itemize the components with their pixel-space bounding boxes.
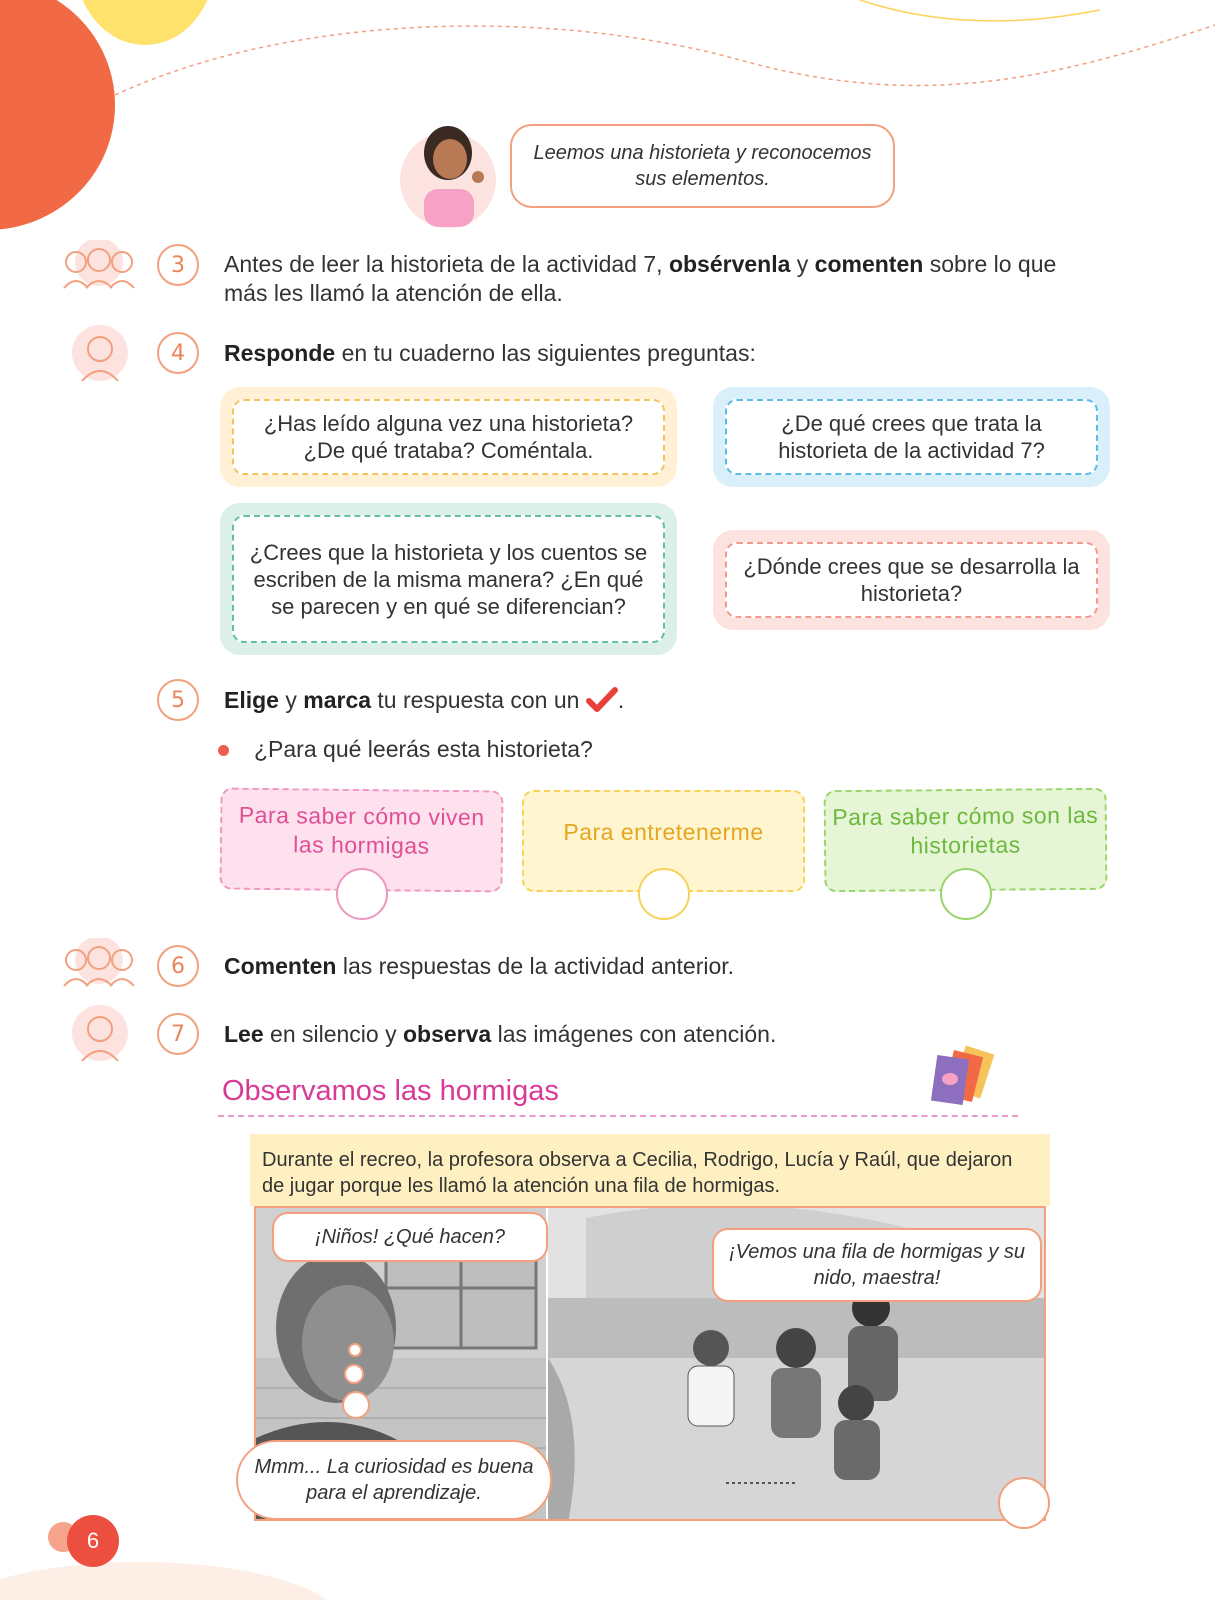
intro-speech-bubble	[510, 124, 895, 208]
thought-dot	[348, 1343, 362, 1357]
title-divider	[218, 1115, 1018, 1117]
teacher-speech-bubble	[272, 1212, 548, 1262]
decor-bottom-blob	[0, 1562, 340, 1600]
purpose-question: ¿Para qué leerás esta historieta?	[254, 736, 593, 762]
activity-6-number: 6	[157, 945, 199, 987]
individual-work-icon	[70, 1005, 130, 1065]
individual-work-icon	[70, 325, 130, 385]
option-entretenerme-checkbox[interactable]	[638, 868, 690, 920]
girl-illustration	[398, 115, 503, 230]
activity-4-number: 4	[157, 332, 199, 374]
activity-4-instruction: Responde en tu cuaderno las siguientes preguntas:	[224, 340, 756, 366]
comic-check-circle[interactable]	[998, 1477, 1050, 1529]
question-4-text: ¿Dónde crees que se desarrolla la historieta?	[725, 542, 1098, 618]
thought-dot	[344, 1364, 364, 1384]
decor-dashed-wave	[0, 0, 1215, 110]
option-hormigas-label: Para saber cómo viven las hormigas	[238, 801, 485, 859]
teacher-thought-cloud	[236, 1440, 552, 1520]
kids-speech-bubble	[712, 1228, 1042, 1302]
activity-3-number: 3	[157, 244, 199, 286]
activity-5-instruction: Elige y marca tu respuesta con un .	[224, 687, 625, 713]
activity-5-number: 5	[157, 679, 199, 721]
activity-6-instruction: Comenten las respuestas de la actividad anterior.	[224, 953, 735, 979]
teacher-thought-text: Mmm... La curiosidad es buena para el aprendizaje.	[254, 1456, 534, 1504]
comic-narration: Durante el recreo, la profesora observa a Cecilia, Rodrigo, Lucía y Raúl, que dejaron de jugar porque les llamó la atención una fila de hormigas.	[250, 1134, 1050, 1206]
checkmark-icon	[586, 687, 618, 713]
question-box-2	[713, 387, 1110, 487]
teacher-speech-text: ¡Niños! ¿Qué hacen?	[314, 1226, 506, 1248]
question-3-text: ¿Crees que la historieta y los cuentos se escriben de la misma manera? ¿En qué se parecen y en qué se diferencian?	[232, 515, 665, 643]
activity-7-number: 7	[157, 1013, 199, 1055]
question-2-text: ¿De qué crees que trata la historieta de la actividad 7?	[725, 399, 1098, 475]
kids-speech-text: ¡Vemos una fila de hormigas y su nido, maestra!	[728, 1241, 1026, 1289]
group-work-icon	[58, 938, 140, 994]
option-entretenerme-label: Para entretenerme	[563, 818, 764, 845]
question-1-text: ¿Has leído alguna vez una historieta? ¿De qué trataba? Coméntala.	[232, 399, 665, 475]
question-box-3	[220, 503, 677, 655]
question-box-1	[220, 387, 677, 487]
intro-speech-text: Leemos una historieta y reconocemos sus elementos.	[533, 142, 872, 190]
question-box-4	[713, 530, 1110, 630]
group-work-icon	[58, 240, 140, 296]
thought-dot	[342, 1391, 370, 1419]
option-hormigas-checkbox[interactable]	[336, 868, 388, 920]
books-icon	[928, 1045, 1006, 1107]
bullet-dot	[218, 745, 229, 756]
activity-7-instruction: Lee en silencio y observa las imágenes con atención.	[224, 1021, 777, 1047]
page-number: 6	[67, 1515, 119, 1567]
option-historietas-checkbox[interactable]	[940, 868, 992, 920]
activity-3-instruction: Antes de leer la historieta de la actividad 7, obsérvenla y comenten sobre lo que más les llamó la atención de ella.	[224, 251, 1057, 306]
option-historietas-label: Para saber cómo son las historietas	[832, 801, 1099, 859]
comic-title: Observamos las hormigas	[222, 1075, 559, 1107]
